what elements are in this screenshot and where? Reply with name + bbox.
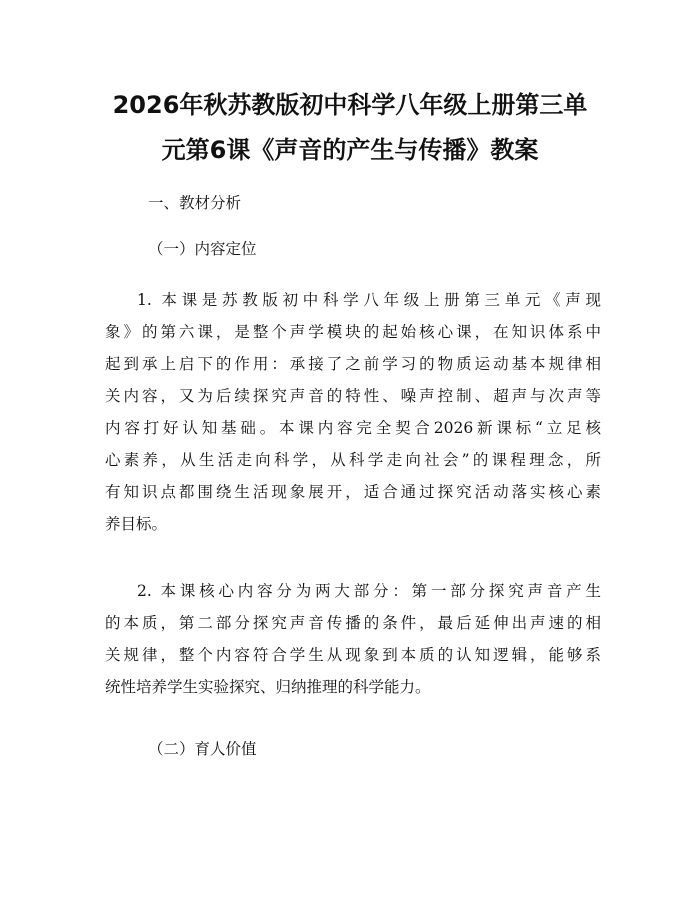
paragraph-content-positioning-1 <box>105 284 601 540</box>
paragraph-line: 1. 本课是苏教版初中科学八年级上册第三单元《声现 <box>137 291 601 309</box>
subsection-heading-content-positioning: （一）内容定位 <box>148 240 257 258</box>
section-heading-material-analysis: 一、教材分析 <box>148 194 242 212</box>
document-title-line-1: 2026年秋苏教版初中科学八年级上册第三单 <box>112 91 588 119</box>
subsection-heading-educational-value: （二）育人价值 <box>148 740 257 758</box>
paragraph-line: 的本质，第二部分探究声音传播的条件，最后延伸出声速的相 <box>105 614 601 632</box>
paragraph-line: 2. 本课核心内容分为两大部分：第一部分探究声音产生 <box>137 582 601 600</box>
document-title-line-2: 元第6课《声音的产生与传播》教案 <box>161 136 539 164</box>
paragraph-line: 有知识点都围绕生活现象展开，适合通过探究活动落实核心素 <box>105 483 601 501</box>
paragraph-line: 象》的第六课，是整个声学模块的起始核心课，在知识体系中 <box>105 323 601 341</box>
paragraph-line: 关内容，又为后续探究声音的特性、噪声控制、超声与次声等 <box>105 387 601 405</box>
paragraph-line: 起到承上启下的作用：承接了之前学习的物质运动基本规律相 <box>105 355 601 373</box>
paragraph-line: 内容打好认知基础。本课内容完全契合2026新课标“立足核 <box>105 419 601 437</box>
paragraph-content-positioning-2 <box>105 575 601 703</box>
paragraph-line: 养目标。 <box>105 515 168 533</box>
paragraph-line: 关规律，整个内容符合学生从现象到本质的认知逻辑，能够系 <box>105 646 601 664</box>
paragraph-line: 统性培养学生实验探究、归纳推理的科学能力。 <box>105 678 431 696</box>
paragraph-line: 心素养，从生活走向科学，从科学走向社会”的课程理念，所 <box>105 451 601 469</box>
